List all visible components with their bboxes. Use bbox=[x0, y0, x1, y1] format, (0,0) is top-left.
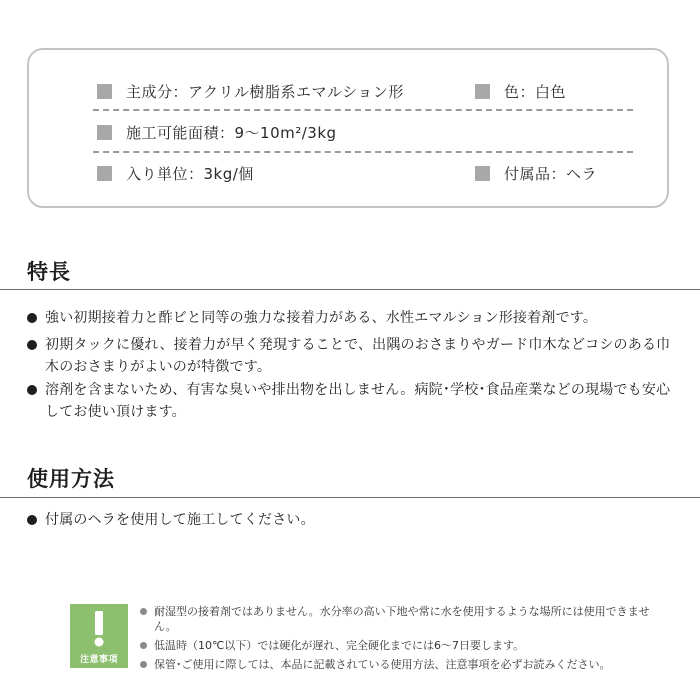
spec-row-3 bbox=[29, 162, 667, 184]
note-dot-icon bbox=[140, 661, 147, 668]
spec-row-2 bbox=[29, 121, 667, 143]
spec-unit-text: 入り単位：3kg/個 bbox=[126, 164, 254, 183]
caution-badge bbox=[70, 604, 128, 668]
square-bullet-icon bbox=[97, 125, 112, 140]
features-title: 特長 bbox=[27, 260, 71, 284]
caution-note bbox=[140, 657, 660, 672]
feature-item bbox=[27, 379, 677, 423]
spec-accessory bbox=[475, 162, 597, 184]
usage-title: 使用方法 bbox=[27, 467, 115, 491]
exclamation-icon bbox=[70, 604, 128, 652]
spec-row-1 bbox=[29, 80, 667, 102]
feature-item bbox=[27, 334, 677, 378]
caution-notes bbox=[140, 604, 660, 676]
caution-note-text: 保管･ご使用に際しては、本品に記載されている使用方法、注意事項を必ずお読みください。 bbox=[154, 658, 611, 671]
bullet-dot-icon bbox=[27, 515, 37, 525]
bullet-dot-icon bbox=[27, 385, 37, 395]
note-dot-icon bbox=[140, 642, 147, 649]
caution-note-text: 低温時（10℃以下）では硬化が遅れ、完全硬化までには6〜7日要します。 bbox=[154, 639, 525, 652]
spec-color bbox=[475, 80, 566, 102]
spec-component-text: 主成分：アクリル樹脂系エマルション形 bbox=[126, 82, 404, 101]
spec-color-text: 色：白色 bbox=[504, 82, 567, 101]
feature-item bbox=[27, 307, 677, 329]
usage-text: 付属のヘラを使用して施工してください。 bbox=[45, 512, 315, 528]
caution-note bbox=[140, 604, 660, 634]
spec-accessory-text: 付属品：ヘラ bbox=[504, 164, 598, 183]
caution-note bbox=[140, 638, 660, 653]
features-rule bbox=[0, 289, 700, 290]
caution-label: 注意事項 bbox=[79, 655, 118, 665]
spec-box bbox=[27, 48, 669, 208]
square-bullet-icon bbox=[97, 84, 112, 99]
spec-unit bbox=[97, 162, 254, 184]
feature-text: 強い初期接着力と酢ビと同等の強力な接着力がある、水性エマルション形接着剤です。 bbox=[45, 310, 598, 326]
square-bullet-icon bbox=[475, 166, 490, 181]
note-dot-icon bbox=[140, 608, 147, 615]
caution-note-text: 耐湿型の接着剤ではありません。水分率の高い下地や常に水を使用するような場所には使用できません。 bbox=[154, 605, 650, 633]
spec-component bbox=[97, 80, 404, 102]
bullet-dot-icon bbox=[27, 313, 37, 323]
usage-item bbox=[27, 509, 677, 531]
bullet-dot-icon bbox=[27, 340, 37, 350]
square-bullet-icon bbox=[475, 84, 490, 99]
spec-coverage bbox=[97, 121, 337, 143]
feature-text: 溶剤を含まないため、有害な臭いや排出物を出しません。病院･学校･食品産業などの現場でも安心してお使い頂けます。 bbox=[45, 382, 671, 420]
dashed-divider bbox=[93, 109, 633, 111]
spec-coverage-text: 施工可能面積：9〜10m²/3kg bbox=[126, 123, 337, 142]
feature-text: 初期タックに優れ、接着力が早く発現することで、出隅のおさまりやガード巾木などコシのある巾木のおさまりがよいのが特徴です。 bbox=[45, 337, 671, 375]
usage-rule bbox=[0, 497, 700, 498]
dashed-divider bbox=[93, 151, 633, 153]
square-bullet-icon bbox=[97, 166, 112, 181]
